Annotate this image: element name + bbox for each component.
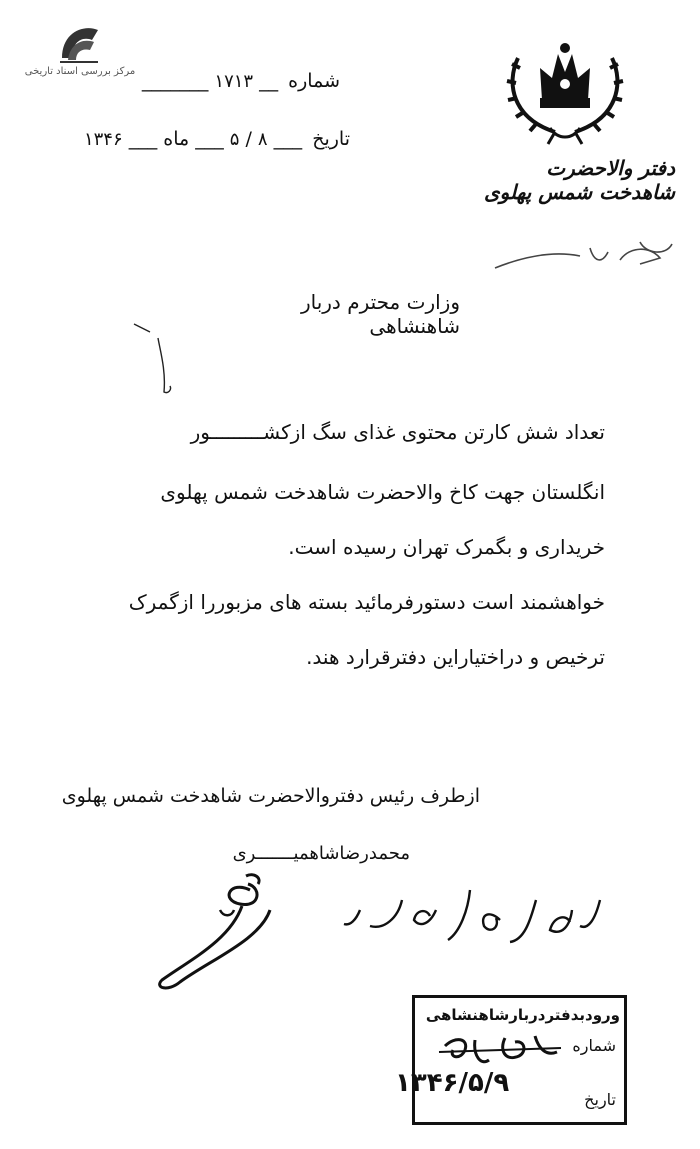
body-line-5: ترخیص و دراختیاراین دفترقرارد هند. xyxy=(306,645,605,669)
body-line-4: خواهشمند است دستورفرمائید بسته های مزبوررا ازگمرک xyxy=(128,590,605,614)
body-line-1: تعداد شش کارتن محتوی غذای سگ ازکشـــــــــور xyxy=(190,420,605,444)
body-line-2: انگلستان جهت کاخ والاحضرت شاهدخت شمس پهلوی xyxy=(160,480,605,504)
closing-line: ازطرف رئیس دفتروالاحضرت شاهدخت شمس پهلوی xyxy=(61,785,480,807)
letter-date-line: تاریخ ___ ۸ / ۵ ___ ماه ___ ۱۳۴۶ xyxy=(83,128,350,150)
date-month-label: ماه xyxy=(163,128,190,150)
stamp-date-value: ۱۳۴۶/۵/۹ xyxy=(395,1068,510,1098)
office-name: دفتر والاحضرت شاهدخت شمس پهلوی xyxy=(483,156,675,204)
date-label: تاریخ xyxy=(312,128,350,150)
number-label: شماره xyxy=(288,70,340,92)
date-month-num: ۵ xyxy=(229,129,240,150)
royal-crown-crest xyxy=(500,28,630,148)
stamp-number-label: شماره xyxy=(572,1036,616,1055)
marginal-handwriting xyxy=(490,238,680,278)
watermark-text: مرکز بررسی اسناد تاریخی xyxy=(24,66,136,77)
marginal-mark xyxy=(130,320,200,400)
number-value: ۱۷۱۳ xyxy=(214,71,254,92)
date-day: ۸ xyxy=(257,129,268,150)
date-year: ۱۳۴۶ xyxy=(83,129,123,150)
handwritten-note xyxy=(340,870,610,960)
addressee: وزارت محترم دربار شاهنشاهی xyxy=(300,290,460,338)
stamp-title: ورودبدفتردربارشاهنشاهی xyxy=(425,1006,620,1024)
archive-center-logo xyxy=(54,18,104,68)
signer-name: محمدرضاشاهمیـــــــری xyxy=(232,843,410,864)
receipt-stamp xyxy=(395,995,627,1125)
stamp-date-label: تاریخ xyxy=(584,1090,616,1109)
body-line-3: خریداری و بگمرک تهران رسیده است. xyxy=(288,535,605,559)
handwritten-signature xyxy=(150,870,280,1000)
letter-number-line: شماره __ ۱۷۱۳ _______ xyxy=(141,70,340,92)
